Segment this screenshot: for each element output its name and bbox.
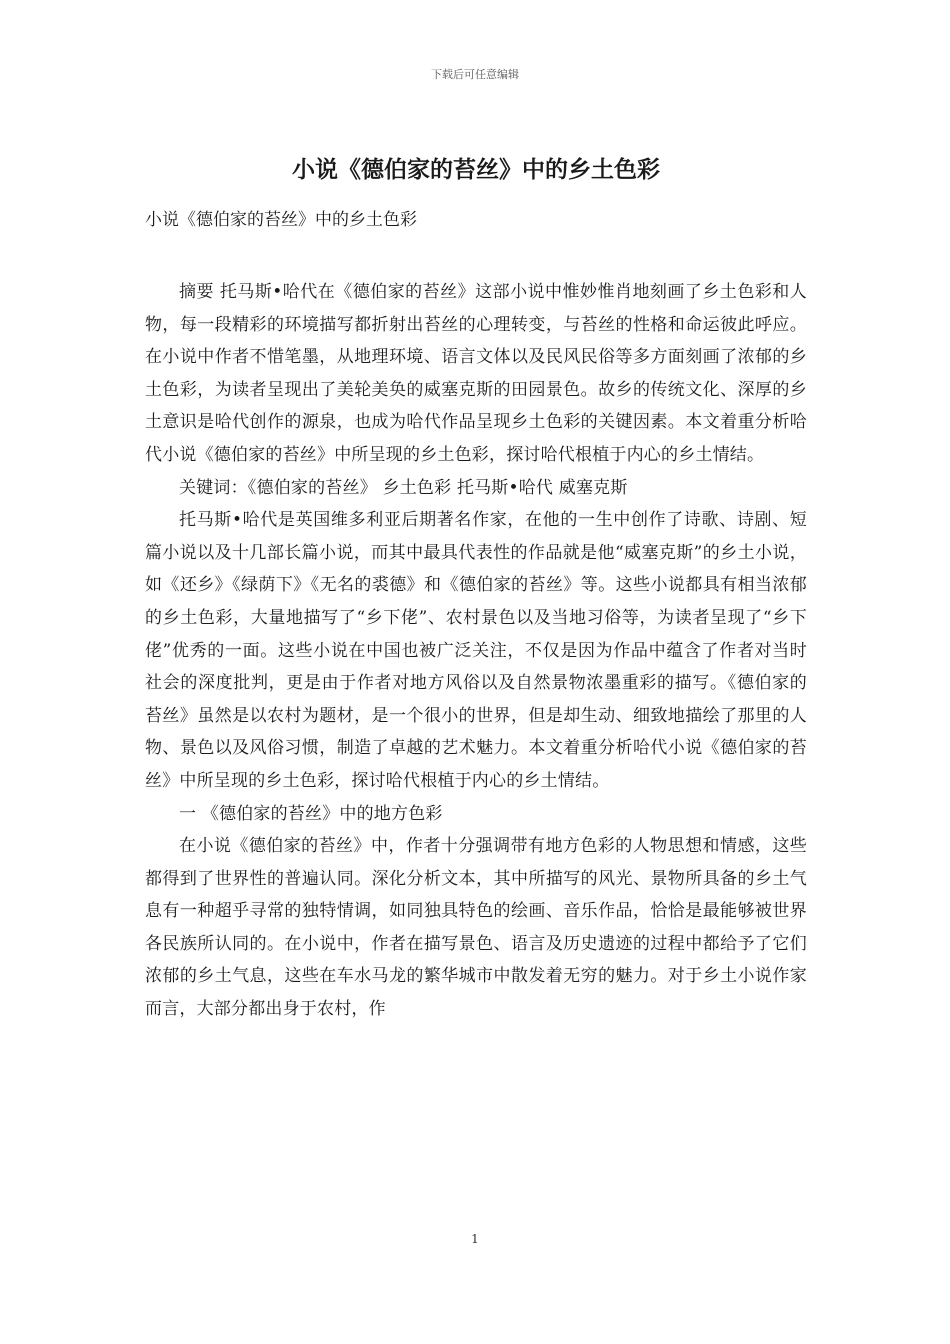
section-heading: 一 《德伯家的苔丝》中的地方色彩 xyxy=(179,803,443,824)
abstract-paragraph: 摘要 托马斯•哈代在《德伯家的苔丝》这部小说中惟妙惟肖地刻画了乡土色彩和人物，每一段精彩的环境描写都折射出苔丝的心理转变，与苔丝的性格和命运彼此呼应。在小说中作者不惜笔墨，从地理环境、语言文体以及民风民俗等多方面刻画了浓郁的乡土色彩，为读者呈现出了美轮美奂的威塞克斯的田园景色。故乡的传统文化、深厚的乡土意识是哈代创作的源泉，也成为哈代作品呈现乡土色彩的关键因素。本文着重分析哈代小说《德伯家的苔丝》中所呈现的乡土色彩，探讨哈代根植于内心的乡土情结。 xyxy=(145,282,807,465)
section-paragraph: 在小说《德伯家的苔丝》中，作者十分强调带有地方色彩的人物思想和情感，这些都得到了世界性的普遍认同。深化分析文本，其中所描写的风光、景物所具备的乡土气息有一种超乎寻常的独特情调，如同独具特色的绘画、音乐作品，恰恰是最能够被世界各民族所认同的。在小说中，作者在描写景色、语言及历史遗迹的过程中都给予了它们浓郁的乡土气息，这些在车水马龙的繁华城市中散发着无穷的魅力。对于乡土小说作家而言，大部分都出身于农村，作 xyxy=(145,836,807,1020)
document-body xyxy=(145,150,807,1026)
page-number: 1 xyxy=(471,1232,479,1246)
document-title: 小说《德伯家的苔丝》中的乡土色彩 xyxy=(292,157,660,183)
intro-paragraph: 托马斯•哈代是英国维多利亚后期著名作家，在他的一生中创作了诗歌、诗剧、短篇小说以及十几部长篇小说，而其中最具代表性的作品就是他“威塞克斯”的乡土小说，如《还乡》《绿荫下》《无名的裘德》和《德伯家的苔丝》等。这些小说都具有相当浓郁的乡土色彩，大量地描写了“乡下佬”、农村景色以及当地习俗等，为读者呈现了“乡下佬”优秀的一面。这些小说在中国也被广泛关注，不仅是因为作品中蕴含了作者对当时社会的深度批判，更是由于作者对地方风俗以及自然景物浓墨重彩的描写。《德伯家的苔丝》虽然是以农村为题材，是一个很小的世界，但是却生动、细致地描绘了那里的人物、景色以及风俗习惯，制造了卓越的艺术魅力。本文着重分析哈代小说《德伯家的苔丝》中所呈现的乡土色彩，探讨哈代根植于内心的乡土情结。 xyxy=(145,510,807,791)
page-header: 下载后可任意编辑 xyxy=(431,68,519,81)
document-subtitle: 小说《德伯家的苔丝》中的乡土色彩 xyxy=(145,210,417,230)
keywords-paragraph: 关键词：《德伯家的苔丝》 乡土色彩 托马斯•哈代 威塞克斯 xyxy=(179,477,628,498)
